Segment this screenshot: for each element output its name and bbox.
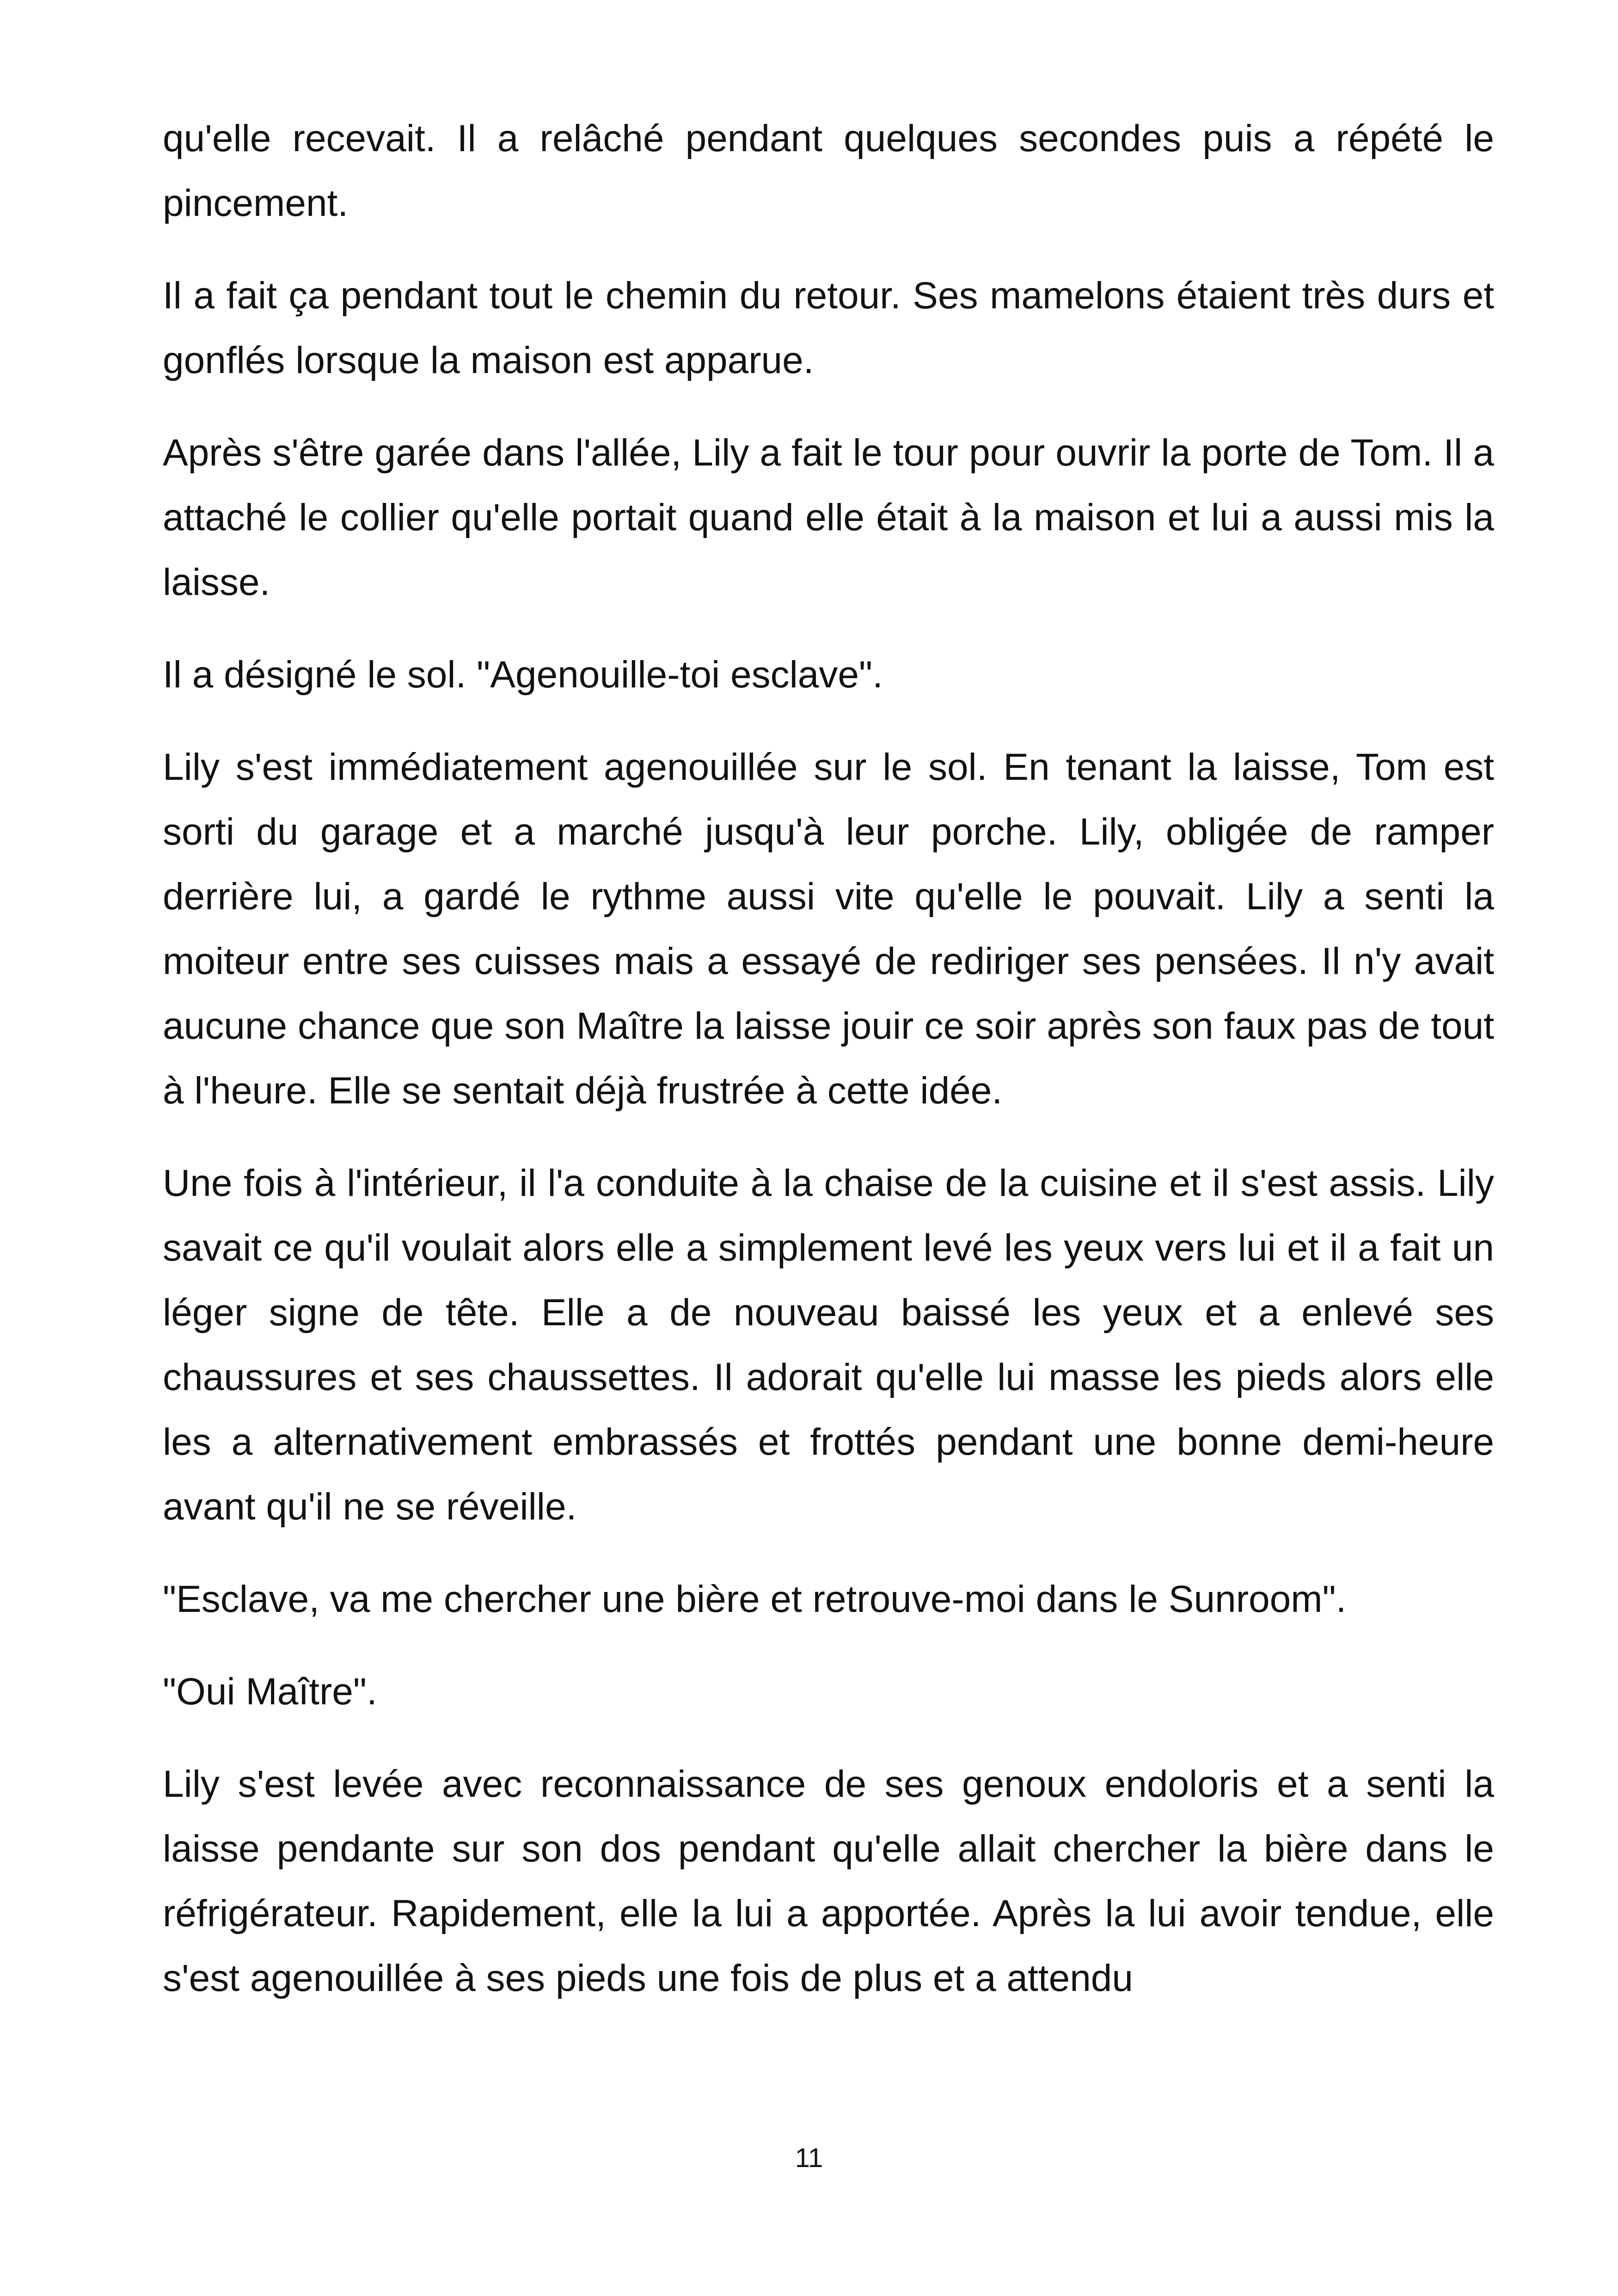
paragraph: Lily s'est immédiatement agenouillée sur le sol. En tenant la laisse, Tom est sorti du garage et a marché jusqu'à leur porche. Lily, obligée de ramper derrière lui, a gardé le rythme aussi vite qu'elle le pouvait. Lily a senti la moiteur entre ses cuisses mais a essayé de rediriger ses pensées. Il n'y avait aucune chance que son Maître la laisse jouir ce soir après son faux pas de tout à l'heure. Elle se sentait déjà frustrée à cette idée. [163,746,1494,1112]
paragraph: Une fois à l'intérieur, il l'a conduite à la chaise de la cuisine et il s'est assis. Lily savait ce qu'il voulait alors elle a simplement levé les yeux vers lui et il a fait un léger signe de tête. Elle a de nouveau baissé les yeux et a enlevé ses chaussures et ses chaussettes. Il adorait qu'elle lui masse les pieds alors elle les a alternativement embrassés et frottés pendant une bonne demi-heure avant qu'il ne se réveille. [163,1162,1494,1528]
paragraph: Il a désigné le sol. "Agenouille-toi esclave". [163,654,883,696]
paragraph: "Oui Maître". [163,1671,377,1713]
text-body [163,106,1494,2039]
paragraph: "Esclave, va me chercher une bière et retrouve-moi dans le Sunroom". [163,1578,1347,1620]
paragraph: Après s'être garée dans l'allée, Lily a fait le tour pour ouvrir la porte de Tom. Il a attaché le collier qu'elle portait quand elle était à la maison et lui a aussi mis la laisse. [163,432,1494,603]
page-number: 11 [795,2143,823,2173]
paragraph: Lily s'est levée avec reconnaissance de ses genoux endoloris et a senti la laisse pendante sur son dos pendant qu'elle allait chercher la bière dans le réfrigérateur. Rapidement, elle la lui a apportée. Après la lui avoir tendue, elle s'est agenouillée à ses pieds une fois de plus et a attendu [163,1763,1494,1999]
paragraph: Il a fait ça pendant tout le chemin du retour. Ses mamelons étaient très durs et gonflés lorsque la maison est apparue. [163,275,1494,381]
paragraph: qu'elle recevait. Il a relâché pendant quelques secondes puis a répété le pincement. [163,117,1494,224]
